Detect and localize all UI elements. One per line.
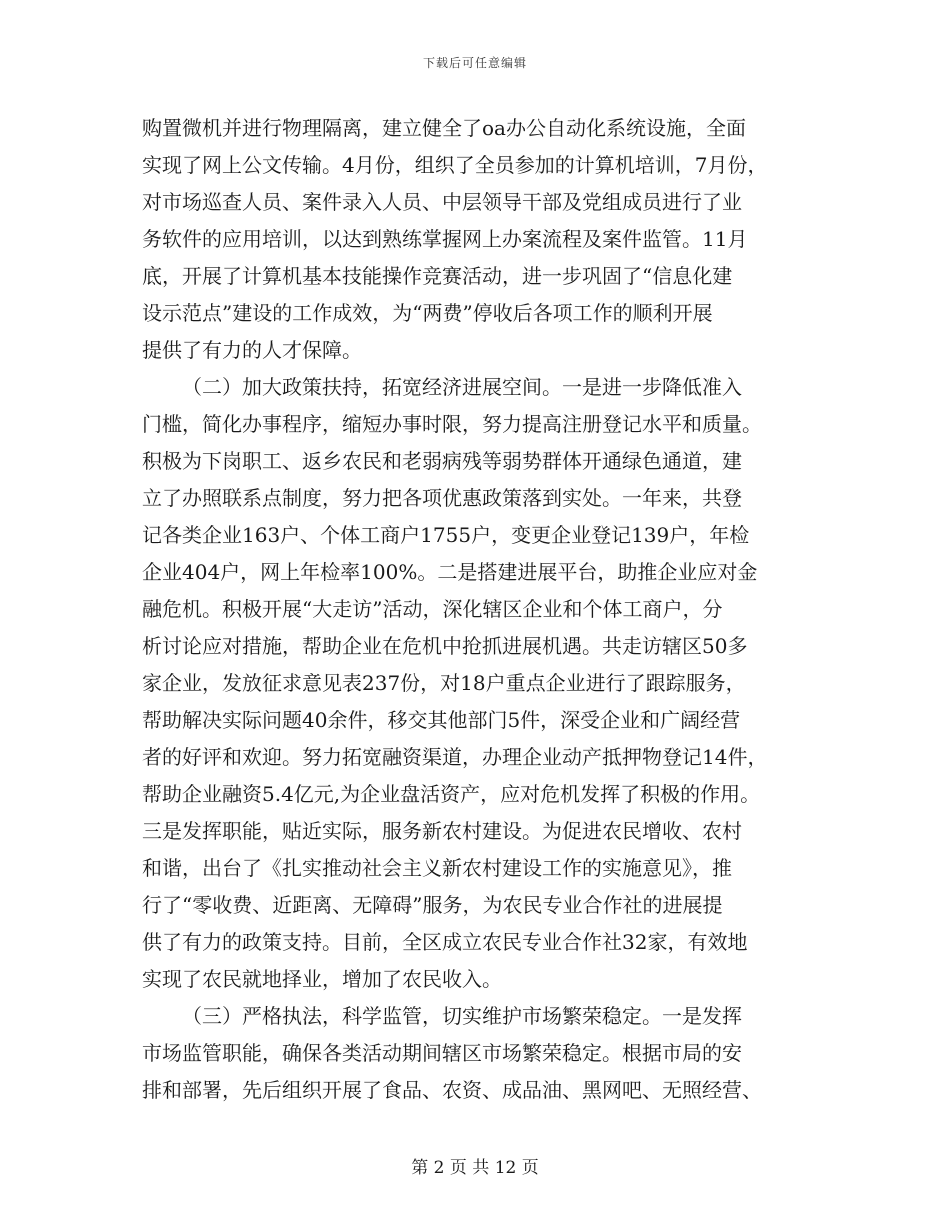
text-line: 积极为下岗职工、返乡农民和老弱病残等弱势群体开通绿色通道，建 xyxy=(142,449,742,473)
text-line: 立了办照联系点制度，努力把各项优惠政策落到实处。一年来，共登 xyxy=(142,486,742,510)
text-line: 帮助企业融资5.4亿元,为企业盘活资产，应对危机发挥了积极的作用。 xyxy=(142,782,761,806)
text-line: 设示范点”建设的工作成效，为“两费”停收后各项工作的顺利开展 xyxy=(142,301,713,325)
text-line: 帮助解决实际问题40余件，移交其他部门5件，深受企业和广阔经营 xyxy=(142,708,741,732)
text-line: 对市场巡查人员、案件录入人员、中层领导干部及党组成员进行了业 xyxy=(142,190,742,214)
text-line: 记各类企业163户、个体工商户1755户，变更企业登记139户，年检 xyxy=(142,523,750,547)
page-footer: 第 2 页 共 12 页 xyxy=(411,1158,539,1178)
header-note: 下载后可任意编辑 xyxy=(422,56,527,70)
text-line: 供了有力的政策支持。目前，全区成立农民专业合作社32家，有效地 xyxy=(142,930,748,954)
text-line: 三是发挥职能，贴近实际，服务新农村建设。为促进农民增收、农村 xyxy=(142,819,742,843)
text-line: 和谐，出台了《扎实推动社会主义新农村建设工作的实施意见》，推 xyxy=(142,856,732,880)
text-line: 底，开展了计算机基本技能操作竞赛活动，进一步巩固了“信息化建 xyxy=(142,264,733,288)
text-line: 门槛，简化办事程序，缩短办事时限，努力提高注册登记水平和质量。 xyxy=(142,412,762,436)
text-line: 行了“零收费、近距离、无障碍”服务，为农民专业合作社的进展提 xyxy=(142,893,723,917)
text-line: 务软件的应用培训，以达到熟练掌握网上办案流程及案件监管。11月 xyxy=(142,227,748,251)
text-line: 析讨论应对措施，帮助企业在危机中抢抓进展机遇。共走访辖区50多 xyxy=(142,634,748,658)
text-line: （三）严格执法，科学监管，切实维护市场繁荣稳定。一是发挥 xyxy=(182,1004,742,1028)
text-line: 提供了有力的人才保障。 xyxy=(142,338,362,362)
text-line: 排和部署，先后组织开展了食品、农资、成品油、黑网吧、无照经营、 xyxy=(142,1078,762,1102)
text-line: 者的好评和欢迎。努力拓宽融资渠道，办理企业动产抵押物登记14件， xyxy=(142,745,768,769)
text-line: 实现了农民就地择业，增加了农民收入。 xyxy=(142,967,502,991)
text-line: 家企业，发放征求意见表237份，对18户重点企业进行了跟踪服务， xyxy=(142,671,746,695)
text-line: 融危机。积极开展“大走访”活动，深化辖区企业和个体工商户，分 xyxy=(142,597,723,621)
text-line: 购置微机并进行物理隔离，建立健全了oa办公自动化系统设施，全面 xyxy=(142,116,746,140)
text-line: 企业404户，网上年检率100%。二是搭建进展平台，助推企业应对金 xyxy=(142,560,758,584)
text-line: 市场监管职能，确保各类活动期间辖区市场繁荣稳定。根据市局的安 xyxy=(142,1041,742,1065)
text-line: 实现了网上公文传输。4月份，组织了全员参加的计算机培训，7月份， xyxy=(142,153,768,177)
document-body xyxy=(142,112,822,1111)
text-line: （二）加大政策扶持，拓宽经济进展空间。一是进一步降低准入 xyxy=(182,375,742,399)
